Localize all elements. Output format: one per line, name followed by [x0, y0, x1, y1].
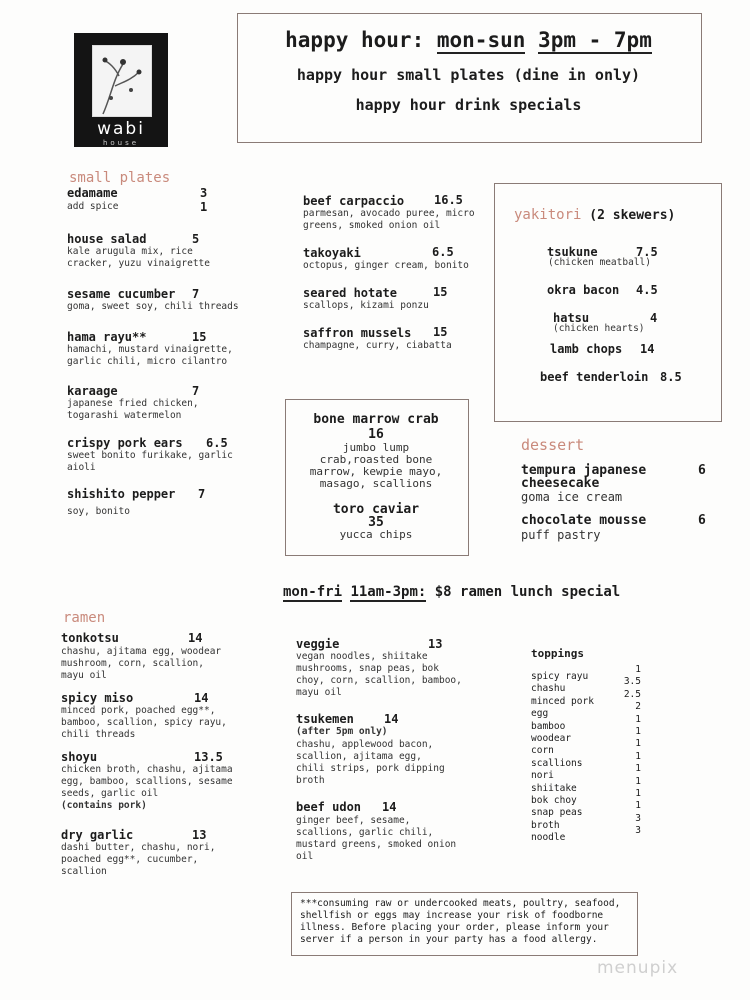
item-name: hama rayu** [67, 330, 147, 344]
item-price: 6 [698, 513, 706, 528]
topping-name: egg [531, 708, 549, 720]
item-price: 16.5 [434, 193, 463, 207]
topping-name: chashu [531, 683, 566, 695]
item-name: tsukune [547, 245, 598, 259]
toro-name: toro caviar [332, 502, 420, 517]
item-desc: puff pastry [521, 528, 601, 542]
topping-name: shiitake [531, 782, 577, 794]
item-price: 7.5 [636, 245, 658, 259]
item-desc: sweet bonito furikake, garlic aioli [67, 450, 233, 473]
bone-marrow-price: 16 [368, 427, 384, 442]
item-price: 3 [200, 186, 208, 200]
item-name: crispy pork ears [67, 436, 183, 450]
item-price: 14 [194, 691, 209, 705]
item-price: 14 [188, 631, 203, 645]
item-note: (contains pork) [61, 800, 147, 811]
item-desc: chashu, ajitama egg, woodear mushroom, corn, scallion, mayu oil [61, 646, 222, 681]
topping-name: corn [531, 745, 554, 757]
toppings-list [531, 664, 641, 844]
item-name: shoyu [61, 750, 98, 764]
item-desc: chashu, applewood bacon, scallion, ajitama egg, chili strips, pork dipping broth [296, 739, 445, 786]
topping-name: bamboo [531, 720, 566, 732]
item-name: tempura japanese cheesecake [521, 463, 647, 491]
item-name: lamb chops [550, 342, 623, 356]
topping-name: spicy rayu [531, 671, 589, 682]
item-desc: goma ice cream [521, 490, 623, 504]
item-desc: kale arugula mix, rice cracker, yuzu vinaigrette [67, 246, 210, 269]
topping-row [531, 787, 641, 806]
item-name: sesame cucumber [67, 287, 176, 301]
item-desc: scallops, kizami ponzu [303, 300, 429, 311]
topping-row [531, 800, 641, 819]
item-desc: ginger beef, sesame, scallions, garlic chili, mustard greens, smoked onion oil [296, 815, 457, 862]
topping-price: 3.5 [623, 676, 641, 688]
topping-name: bok choy [531, 794, 577, 806]
item-name: chocolate mousse [521, 513, 647, 528]
topping-price: 1 [635, 664, 641, 675]
yakitori-heading-suffix: (2 skewers) [589, 208, 676, 223]
topping-price: 3 [635, 825, 641, 837]
lunch-time: 11am-3pm: [350, 584, 427, 600]
toro-desc: yucca chips [339, 528, 413, 541]
item-price: 15 [192, 330, 207, 344]
bone-marrow-desc: jumbo lump crab,roasted bone marrow, kewpie mayo, masago, scallions [309, 441, 443, 490]
item-price: 8.5 [660, 370, 682, 384]
topping-row [531, 750, 641, 769]
topping-row [531, 763, 641, 782]
logo-sub: house [102, 139, 140, 147]
item-name: okra bacon [547, 283, 620, 297]
item-desc-price: 1 [200, 200, 208, 214]
small-plates-heading: small plates [69, 170, 171, 186]
topping-price: 2.5 [623, 688, 641, 700]
branch-logo-icon [92, 45, 152, 117]
allergy-note-box [291, 892, 638, 956]
item-name: beef carpaccio [303, 194, 405, 208]
topping-name: woodear [531, 732, 572, 744]
item-price: 7 [192, 287, 200, 301]
item-price: 7 [198, 487, 206, 501]
item-name: shishito pepper [67, 487, 176, 501]
item-desc: chicken broth, chashu, ajitama egg, bamboo, scallions, sesame seeds, garlic oil [61, 764, 233, 799]
item-sub: (after 5pm only) [296, 726, 388, 737]
happy-hour-days: mon-sun [436, 28, 526, 52]
topping-row [531, 713, 641, 732]
item-price: 4.5 [636, 283, 658, 297]
item-price: 6 [698, 463, 706, 478]
lunch-days: mon-fri [283, 584, 343, 600]
bone-marrow-name: bone marrow crab [313, 412, 439, 427]
item-desc: hamachi, mustard vinaigrette, garlic chili, micro cilantro [67, 344, 233, 367]
yakitori-title [514, 207, 675, 223]
item-price: 15 [433, 325, 448, 339]
allergy-note: ***consuming raw or undercooked meats, poultry, seafood, shellfish or eggs may increase your risk of foodborne illness. Before placing your order, please inform your server if a person in your party has a food allergy. [300, 898, 621, 945]
item-desc: vegan noodles, shiitake mushrooms, snap peas, bok choy, corn, scallion, bamboo, mayu oil [296, 651, 462, 698]
item-price: 14 [640, 342, 655, 356]
item-name: takoyaki [303, 246, 361, 260]
topping-row [531, 825, 641, 844]
topping-name: noodle [531, 832, 566, 844]
lunch-special-line [283, 584, 620, 600]
item-name: saffron mussels [303, 326, 412, 340]
item-name: beef tenderloin [540, 370, 649, 384]
item-name: tonkotsu [61, 631, 119, 645]
item-price: 15 [433, 285, 448, 299]
topping-row [531, 812, 641, 831]
item-price: 4 [650, 311, 658, 325]
topping-row [531, 688, 641, 707]
item-name: tsukemen [296, 712, 354, 726]
topping-price: 1 [635, 750, 641, 762]
item-name: dry garlic [61, 828, 134, 842]
happy-hour-time: 3pm - 7pm [538, 28, 652, 52]
happy-hour-title [237, 28, 700, 52]
happy-hour-line-1: happy hour small plates (dine in only) [296, 66, 641, 84]
item-desc: add spice [67, 201, 119, 212]
topping-price: 3 [635, 812, 641, 824]
topping-name: broth [531, 819, 560, 831]
logo-word: wabi [97, 119, 145, 139]
item-desc: octopus, ginger cream, bonito [303, 260, 469, 271]
topping-price: 1 [635, 725, 641, 737]
topping-price: 1 [635, 775, 641, 787]
item-desc: goma, sweet soy, chili threads [67, 301, 239, 312]
item-name: spicy miso [61, 691, 134, 705]
item-price: 6.5 [432, 245, 454, 259]
item-desc: parmesan, avocado puree, micro greens, smoked onion oil [303, 208, 475, 231]
toro-price: 35 [368, 515, 384, 530]
restaurant-logo [74, 33, 168, 147]
yakitori-heading: yakitori [514, 207, 582, 223]
ramen-heading: ramen [63, 610, 106, 626]
dessert-heading: dessert [521, 436, 585, 454]
topping-price: 2 [635, 701, 641, 713]
topping-price: 1 [635, 800, 641, 812]
item-name: karaage [67, 384, 118, 398]
topping-row [531, 725, 641, 744]
topping-price: 1 [635, 713, 641, 725]
item-price: 7 [192, 384, 200, 398]
item-name: veggie [296, 637, 340, 651]
item-desc: (chicken hearts) [553, 323, 645, 334]
topping-price: 1 [635, 787, 641, 799]
item-price: 5 [192, 232, 200, 246]
topping-price: 1 [635, 738, 641, 750]
item-desc: (chicken meatball) [548, 257, 651, 268]
topping-name: minced pork [531, 695, 594, 707]
item-name: edamame [67, 186, 118, 200]
toppings-heading: toppings [531, 647, 584, 660]
watermark: menupix [597, 958, 679, 978]
topping-row [531, 738, 641, 757]
item-price: 13.5 [194, 750, 223, 764]
item-desc: dashi butter, chashu, nori, poached egg**, cucumber, scallion [61, 842, 216, 877]
topping-name: snap peas [531, 807, 583, 819]
item-desc: minced pork, poached egg**, bamboo, scallion, spicy rayu, chili threads [61, 705, 227, 740]
item-price: 13 [192, 828, 207, 842]
topping-name: scallions [531, 757, 583, 769]
happy-hour-prefix: happy hour: [285, 28, 425, 52]
item-desc: champagne, curry, ciabatta [303, 340, 452, 351]
happy-hour-line-2: happy hour drink specials [355, 96, 582, 114]
topping-name: nori [531, 770, 554, 782]
item-price: 6.5 [206, 436, 228, 450]
item-name: hatsu [553, 311, 590, 325]
item-name: beef udon [296, 800, 362, 814]
topping-price: 1 [635, 763, 641, 775]
item-price: 14 [382, 800, 397, 814]
item-price: 14 [384, 712, 399, 726]
topping-row [531, 701, 641, 720]
item-price: 13 [428, 637, 443, 651]
topping-row [531, 775, 641, 794]
item-desc: japanese fried chicken, togarashi watermelon [67, 398, 199, 421]
item-name: seared hotate [303, 286, 397, 300]
item-desc: soy, bonito [67, 506, 130, 517]
lunch-text: $8 ramen lunch special [434, 584, 621, 600]
item-name: house salad [67, 232, 147, 246]
